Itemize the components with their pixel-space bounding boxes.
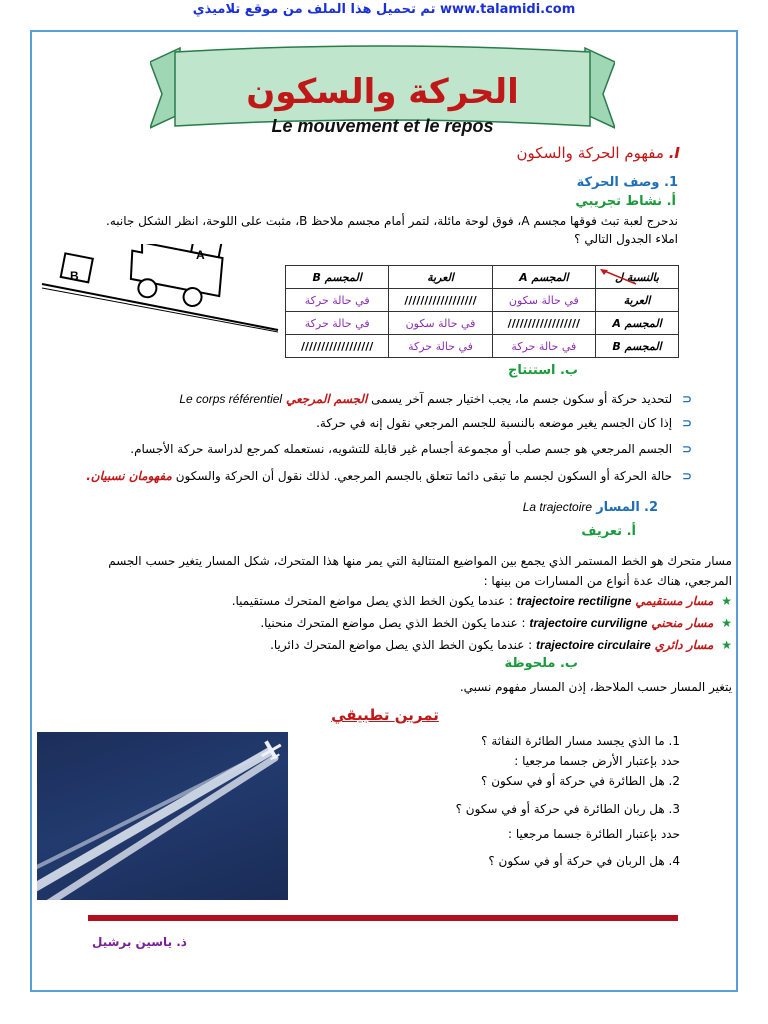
- table-cell: في حالة حركة: [492, 335, 595, 358]
- trajectory-ar: مسار دائري: [654, 638, 714, 652]
- conclusion-2-text: إذا كان الجسم يغير موضعه بالنسبة للجسم المرجعي نقول إنه في حركة.: [316, 416, 673, 430]
- conclusion-4-red: مفهومان نسبيان.: [86, 469, 172, 483]
- sub-1b-num: ب.: [559, 363, 578, 378]
- sub-2-fr: La trajectoire: [522, 500, 593, 514]
- conclusion-1: [52, 390, 692, 408]
- star-icon: ★: [721, 638, 732, 652]
- section-1-title: مفهوم الحركة والسكون: [516, 144, 664, 162]
- header-cart: العربة: [389, 266, 492, 289]
- activity-text-1: ندحرج لعبة تبث فوقها مجسم A، فوق لوحة مائلة، لتمر أمام مجسم ملاحظ B، مثبت على اللوحة، انظر الشكل جانبه.: [106, 214, 678, 228]
- label-a: A: [196, 248, 205, 262]
- trajectory-ar: مسار منحني: [651, 616, 714, 630]
- table-cell: //////////////////: [389, 289, 492, 312]
- author-name: ذ. ياسين برشيل: [92, 935, 187, 949]
- sub-2a-num: أ.: [626, 524, 636, 539]
- jet-contrail-photo: [37, 732, 288, 900]
- conclusion-1-text: لتحديد حركة أو سكون جسم ما، يجب اختيار جسم آخر يسمى: [371, 392, 673, 406]
- contrail-drawing: [37, 732, 288, 900]
- question-1-context: حدد بإعتبار الأرض جسما مرجعيا :: [514, 754, 680, 768]
- conclusion-1-red: الجسم المرجعي: [285, 392, 368, 406]
- trajectory-item: [36, 614, 732, 632]
- definition-2: المرجعي، هناك عدة أنواع من المسارات من بينها :: [483, 574, 732, 588]
- question-3-context: حدد بإعتبار الطائرة جسما مرجعيا :: [507, 827, 680, 841]
- table-cell: في حالة حركة: [286, 312, 389, 335]
- sub-1a-title: نشاط تجريبي: [575, 194, 663, 209]
- label-b: B: [70, 269, 79, 283]
- trajectory-fr: trajectoire circulaire: [536, 638, 651, 652]
- table-row: [286, 312, 679, 335]
- exercise-title: تمرين تطبيقي: [331, 706, 439, 724]
- row-label: المجسم B: [596, 335, 679, 358]
- sub-1-title: وصف الحركة: [576, 175, 660, 190]
- conclusion-1-fr: Le corps référentiel: [179, 392, 283, 406]
- definition-1: مسار متحرك هو الخط المستمر الذي يجمع بين المواضيع المتتالية التي يمر منها هذا المتحرك، شكل المسار يتغير حسب الجسم: [108, 554, 732, 568]
- note-text: يتغير المسار حسب الملاحظ، إذن المسار مفهوم نسبي.: [459, 680, 732, 694]
- observation-table: [285, 265, 679, 358]
- trajectory-desc: : عندما يكون الخط الذي يصل مواضع المتحرك منحنيا.: [260, 616, 526, 630]
- conclusion-4: [52, 467, 692, 485]
- incline-top-line: [42, 284, 278, 330]
- trajectory-item: [36, 592, 732, 610]
- conclusion-3: [52, 440, 692, 458]
- sub-2a-title: تعريف: [581, 524, 623, 539]
- table-row: [286, 335, 679, 358]
- sub-1-num: 1.: [664, 175, 678, 190]
- question-2: 2. هل الطائرة في حركة أو في سكون ؟: [481, 774, 680, 788]
- sub-2b-heading: [504, 656, 578, 671]
- table-cell: في حالة حركة: [389, 335, 492, 358]
- table-cell: //////////////////: [492, 312, 595, 335]
- table-row: [286, 289, 679, 312]
- incline-bottom-line: [42, 288, 278, 332]
- star-icon: ★: [721, 594, 732, 608]
- conclusion-4-text: حالة الحركة أو السكون لجسم ما تبقى دائما تتعلق بالجسم المرجعي. لذلك نقول أن الحركة والسكون: [175, 469, 673, 483]
- trajectory-ar: مسار مستقيمي: [635, 594, 714, 608]
- inclined-plane-figure: [38, 244, 283, 336]
- table-cell: في حالة سكون: [389, 312, 492, 335]
- sub-2a-heading: [581, 524, 636, 539]
- row-label: العربة: [596, 289, 679, 312]
- top-url[interactable]: تم تحميل هذا الملف من موقع تلاميذي www.talamidi.com: [192, 2, 576, 17]
- table-cell: في حالة سكون: [492, 289, 595, 312]
- sub-1a-heading: [575, 194, 676, 209]
- trajectory-item: [36, 636, 732, 654]
- sub-1-heading: [577, 175, 678, 190]
- table-header-row: [286, 266, 679, 289]
- table-corner: [596, 266, 679, 289]
- activity-text-2: املاء الجدول التالي ؟: [574, 232, 678, 246]
- sub-1b-heading: [508, 363, 578, 378]
- question-1: 1. ما الذي يجسد مسار الطائرة النفاثة ؟: [481, 734, 680, 748]
- corner-label: بالنسبة ل: [615, 270, 659, 284]
- sub-2-heading: [523, 500, 658, 515]
- header-b: المجسم B: [286, 266, 389, 289]
- row-label: المجسم A: [596, 312, 679, 335]
- conclusion-3-text: الجسم المرجعي هو جسم صلب أو مجموعة أجسام غير قابلة للتشويه، نستعمله كمرجع لدراسة حركة الأجسام.: [130, 442, 673, 456]
- trajectory-fr: trajectoire curviligne: [529, 616, 648, 630]
- trajectory-desc: : عندما يكون الخط الذي يصل مواضع المتحرك مستقيميا.: [231, 594, 513, 608]
- sub-2b-num: ب.: [559, 656, 578, 671]
- trajectory-fr: trajectoire rectiligne: [516, 594, 632, 608]
- sub-2-title: المسار: [596, 500, 640, 515]
- sub-1b-title: استنتاج: [508, 363, 556, 378]
- title-french: Le mouvement et le repos: [271, 116, 494, 136]
- star-icon: ★: [721, 616, 732, 630]
- bullet-icon: ⊂: [681, 469, 692, 483]
- section-1-heading: [517, 144, 680, 162]
- bullet-icon: ⊂: [681, 392, 692, 406]
- question-3: 3. هل ربان الطائرة في حركة أو في سكون ؟: [455, 802, 680, 816]
- corner-arrow-icon: [598, 268, 638, 286]
- sub-2b-title: ملحوظة: [504, 656, 556, 671]
- section-1-num: I.: [668, 144, 680, 162]
- trajectory-desc: : عندما يكون الخط الذي يصل مواضع المتحرك دائريا.: [270, 638, 533, 652]
- conclusion-2: [52, 414, 692, 432]
- bullet-icon: ⊂: [681, 442, 692, 456]
- question-4: 4. هل الربان في حركة أو في سكون ؟: [488, 854, 680, 868]
- table-cell: //////////////////: [286, 335, 389, 358]
- footer-bar: [88, 915, 678, 921]
- table-cell: في حالة حركة: [286, 289, 389, 312]
- cart: [124, 244, 231, 311]
- title-arabic: الحركة والسكون: [246, 72, 519, 112]
- sub-1a-num: أ.: [666, 194, 676, 209]
- bullet-icon: ⊂: [681, 416, 692, 430]
- sub-2-num: 2.: [644, 500, 658, 515]
- header-a: المجسم A: [492, 266, 595, 289]
